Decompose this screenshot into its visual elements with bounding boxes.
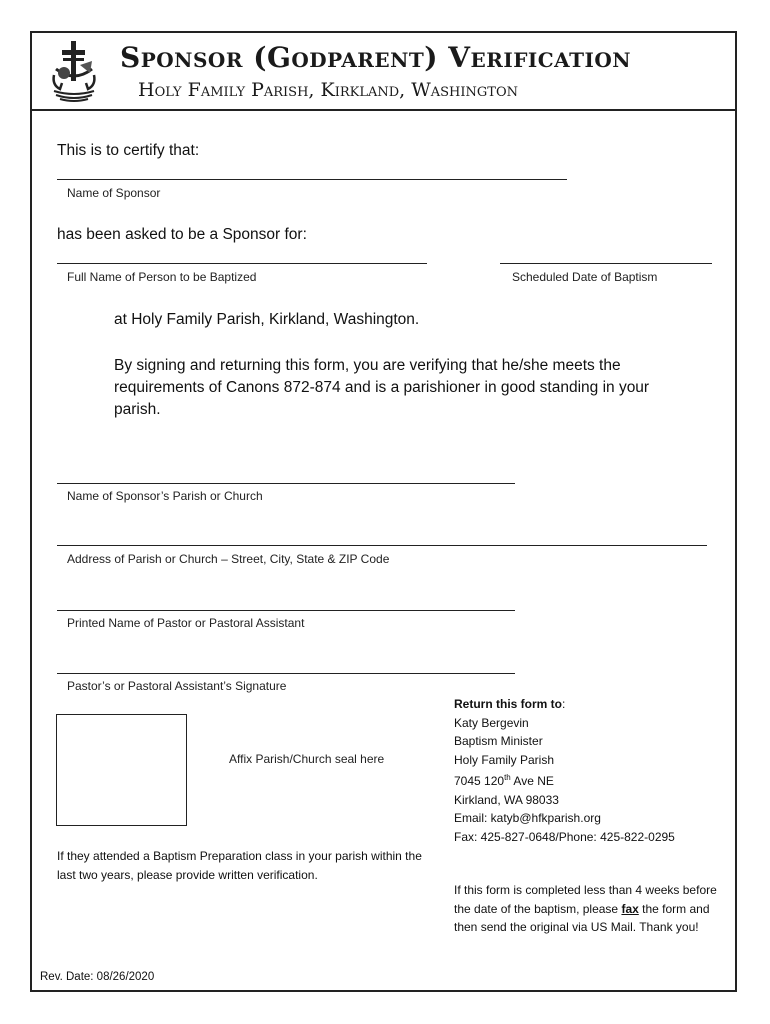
return-name: Katy Bergevin — [454, 715, 529, 730]
baptized-name-line[interactable] — [57, 263, 427, 264]
seal-box — [56, 714, 187, 826]
return-city: Kirkland, WA 98033 — [454, 792, 559, 807]
form-frame — [30, 31, 737, 992]
form-header — [32, 33, 735, 111]
return-street: 7045 120th Ave NE — [454, 773, 554, 788]
certify-text: This is to certify that: — [57, 142, 200, 159]
form-title: Sponsor (Godparent) Verification — [120, 41, 632, 74]
return-role: Baptism Minister — [454, 734, 543, 748]
return-heading: Return this form to: — [454, 697, 566, 711]
pastor-signature-line[interactable] — [57, 673, 515, 674]
baptism-date-label: Scheduled Date of Baptism — [512, 270, 658, 284]
parish-logo-icon — [50, 39, 98, 103]
sponsor-name-line[interactable] — [57, 179, 567, 180]
pastor-name-line[interactable] — [57, 610, 515, 611]
baptized-name-label: Full Name of Person to be Baptized — [67, 270, 257, 284]
return-fax-phone: Fax: 425-827-0648/Phone: 425-822-0295 — [454, 829, 675, 844]
asked-text: has been asked to be a Sponsor for: — [57, 226, 307, 243]
pastor-signature-label: Pastor’s or Pastoral Assistant’s Signature — [67, 679, 287, 693]
return-email: Email: katyb@hfkparish.org — [454, 811, 601, 825]
parish-address-line[interactable] — [57, 545, 707, 546]
prep-class-note: If they attended a Baptism Preparation class in your parish within the last two years, please provide written verification. — [57, 849, 422, 882]
sponsor-parish-line[interactable] — [57, 483, 515, 484]
return-block — [454, 695, 724, 846]
seal-text: Affix Parish/Church seal here — [229, 752, 385, 766]
pastor-name-label: Printed Name of Pastor or Pastoral Assistant — [67, 616, 305, 630]
sponsor-name-label: Name of Sponsor — [67, 186, 161, 200]
verify-paragraph: By signing and returning this form, you are verifying that he/she meets the requirements of Canons 872-874 and is a parishioner in good standing in your parish. — [114, 357, 650, 418]
return-parish: Holy Family Parish — [454, 752, 555, 767]
parish-address-label: Address of Parish or Church – Street, City, State & ZIP Code — [67, 552, 390, 566]
location-text: at Holy Family Parish, Kirkland, Washington. — [114, 311, 420, 328]
late-note: If this form is completed less than 4 weeks before the date of the baptism, please fax the form and then send the original via US Mail. Thank you! — [454, 883, 717, 934]
form-subtitle: Holy Family Parish, Kirkland, Washington — [138, 79, 518, 101]
sponsor-parish-label: Name of Sponsor’s Parish or Church — [67, 489, 263, 503]
rev-date: Rev. Date: 08/26/2020 — [40, 971, 155, 983]
baptism-date-line[interactable] — [500, 263, 712, 264]
